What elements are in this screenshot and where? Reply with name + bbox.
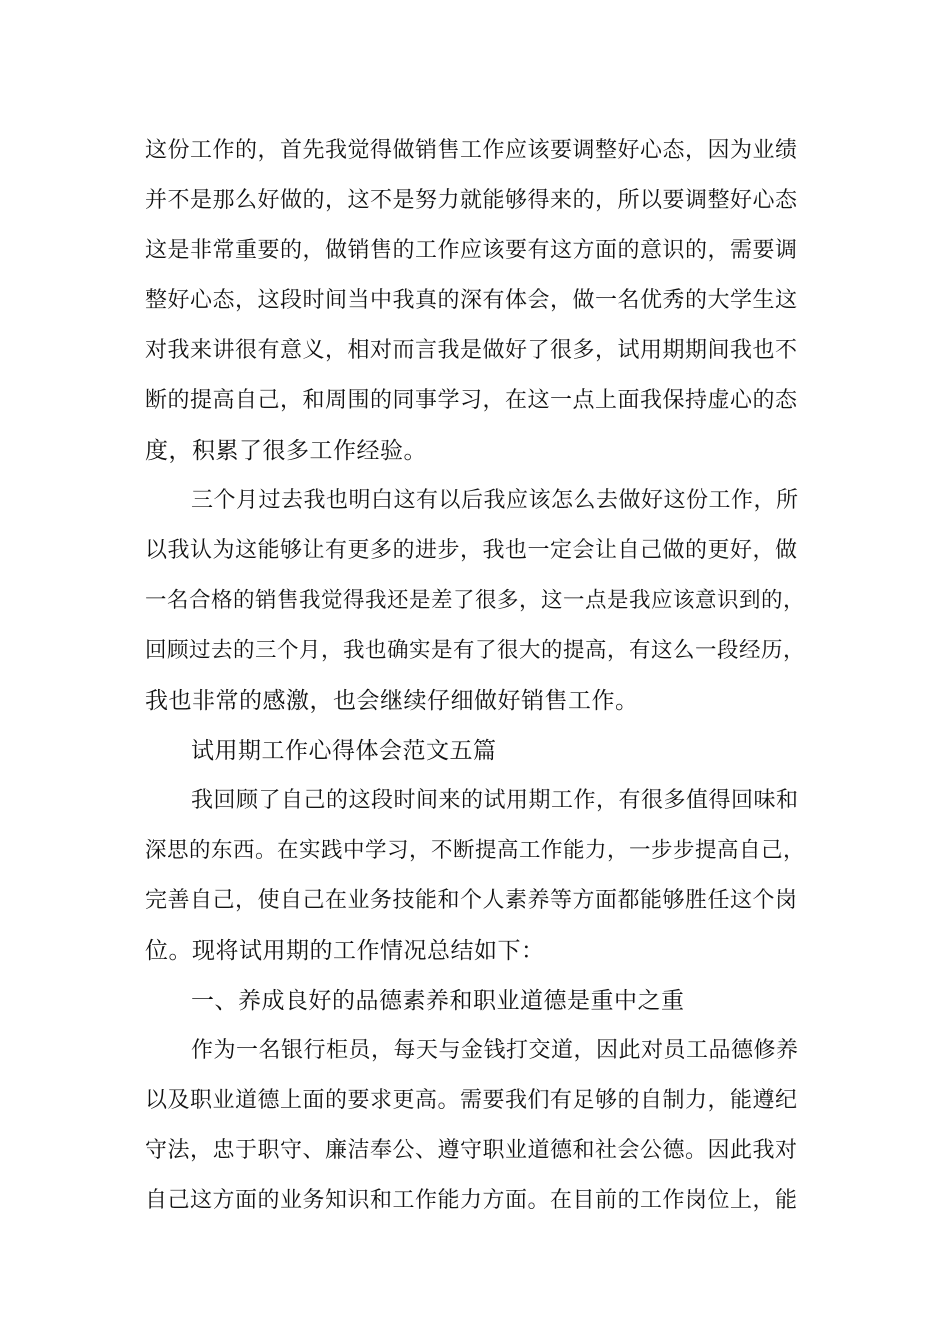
text-line: 守法，忠于职守、廉洁奉公、遵守职业道德和社会公德。因此我对 xyxy=(145,1138,798,1163)
text-line: 并不是那么好做的，这不是努力就能够得来的，所以要调整好心态 xyxy=(145,188,798,213)
text-line: 以我认为这能够让有更多的进步，我也一定会让自己做的更好，做 xyxy=(145,538,798,563)
text-line: 断的提高自己，和周围的同事学习，在这一点上面我保持虚心的态 xyxy=(145,388,798,413)
text-line: 以及职业道德上面的要求更高。需要我们有足够的自制力，能遵纪 xyxy=(145,1088,798,1113)
text-line: 作为一名银行柜员，每天与金钱打交道，因此对员工品德修养 xyxy=(191,1038,799,1063)
text-line: 自己这方面的业务知识和工作能力方面。在目前的工作岗位上，能 xyxy=(145,1188,798,1213)
text-line: 一名合格的销售我觉得我还是差了很多，这一点是我应该意识到的， xyxy=(145,588,806,613)
text-line: 试用期工作心得体会范文五篇 xyxy=(191,738,497,764)
text-line: 我也非常的感激，也会继续仔细做好销售工作。 xyxy=(145,688,639,714)
text-line: 一、养成良好的品德素养和职业道德是重中之重 xyxy=(191,988,685,1014)
text-line: 回顾过去的三个月，我也确实是有了很大的提高，有这么一段经历， xyxy=(145,638,806,663)
text-line: 位。现将试用期的工作情况总结如下： xyxy=(145,938,545,964)
text-line: 完善自己，使自己在业务技能和个人素养等方面都能够胜任这个岗 xyxy=(145,888,798,913)
text-line: 我回顾了自己的这段时间来的试用期工作，有很多值得回味和 xyxy=(191,788,799,813)
text-line: 度，积累了很多工作经验。 xyxy=(145,438,427,464)
document-body xyxy=(145,126,810,1226)
text-line: 整好心态，这段时间当中我真的深有体会，做一名优秀的大学生这 xyxy=(145,288,798,313)
text-line: 这份工作的，首先我觉得做销售工作应该要调整好心态，因为业绩 xyxy=(145,138,798,163)
text-line: 深思的东西。在实践中学习，不断提高工作能力，一步步提高自己， xyxy=(145,838,806,863)
text-line: 三个月过去我也明白这有以后我应该怎么去做好这份工作，所 xyxy=(191,488,799,513)
text-line: 这是非常重要的，做销售的工作应该要有这方面的意识的，需要调 xyxy=(145,238,798,263)
text-line: 对我来讲很有意义，相对而言我是做好了很多，试用期期间我也不 xyxy=(145,338,798,363)
